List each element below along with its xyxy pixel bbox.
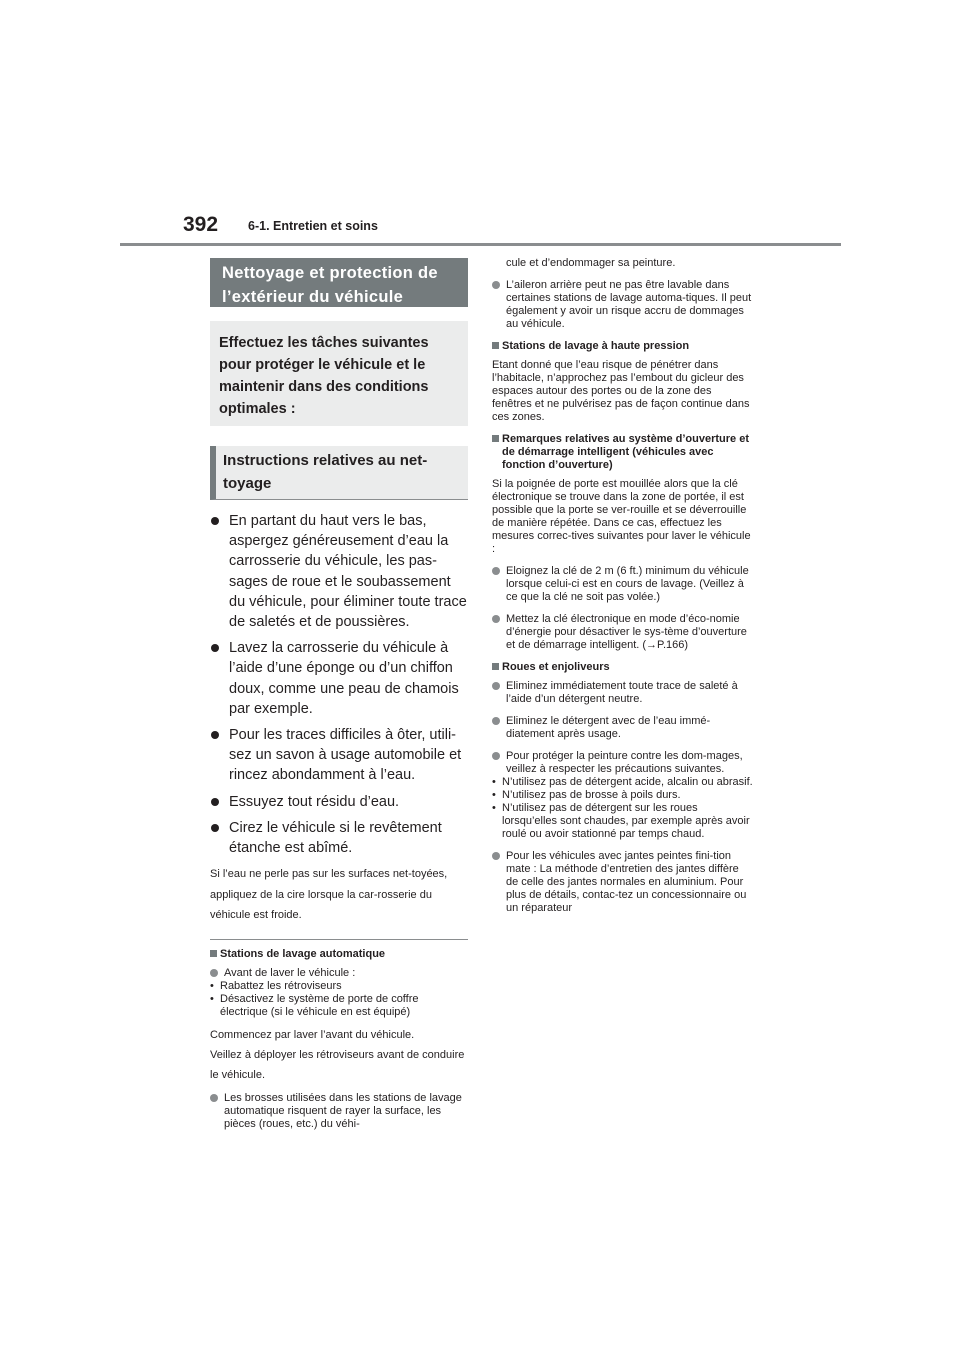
list-item: Pour les traces difficiles à ôter, utili-sez un savon à usage automobile et rincez abondamment à l’eau. [210,725,468,786]
circle-bullet-icon [492,752,500,760]
square-icon [210,950,217,957]
left-column [210,258,468,1137]
circle-bullet-icon [210,1094,218,1102]
smart-entry-text: Si la poignée de porte est mouillée alors que la clé électronique se trouve dans la zone de portée, il est possible que la porte se ver-rouille et se déverrouille de manière répétée. Dans ce cas, effectuez les mesures correc-tives suivantes pour laver le véhicule : [492,478,751,555]
wheels-item: Eliminez immédiatement toute trace de saleté à l’aide d’un détergent neutre. [492,680,754,706]
smart-entry-item: Mettez la clé électronique en mode d’éco-nomie d’énergie pour désactiver le sys-tème d’ouverture et de démarrage intelligent. (→P.166) [492,613,754,652]
wheels-item: Pour les véhicules avec jantes peintes fini-tion mate : La méthode d’entretien des jantes diffère de celle des jantes normales en aluminium. Pour plus de détails, contac-tez un concessionnaire ou un réparateur [492,850,754,915]
wheels-item: Pour protéger la peinture contre les dom-mages, veillez à respecter les précautions suivantes. [492,750,754,776]
section-title: 6-1. Entretien et soins [248,219,378,233]
high-pressure-heading: Stations de lavage à haute pression [492,340,754,353]
square-icon [492,342,499,349]
square-icon [492,663,499,670]
circle-bullet-icon [492,567,500,575]
list-item: • Désactivez le système de porte de coffre électrique (si le véhicule en est équipé) [210,993,468,1019]
circle-bullet-icon [492,682,500,690]
aileron-item: L’aileron arrière peut ne pas être lavable dans certaines stations de lavage automa-tiques. Il peut également y avoir un risque accru de dommages au véhicule. [492,279,754,331]
paragraph: Commencez par laver l’avant du véhicule. [210,1028,415,1041]
list-item: • N’utilisez pas de détergent sur les roues lorsqu’elles sont chaudes, par exemple après avoir roulé ou avoir stationné par temps chaud. [492,802,754,841]
circle-bullet-icon [492,615,500,623]
smart-entry-item: Eloignez la clé de 2 m (6 ft.) minimum du véhicule lorsque celui-ci est en cours de lavage. (Veillez à ce que la clé ne soit pas volée.) [492,565,754,604]
cleaning-instructions-list [210,511,468,858]
header-rule [120,243,841,246]
circle-bullet-icon [492,281,500,289]
smart-entry-heading: Remarques relatives au système d’ouverture et de démarrage intelligent (véhicules avec fonction d’ouverture) [492,433,754,472]
auto-wash-item: Les brosses utilisées dans les stations de lavage automatique risquent de rayer la surface, les pièces (roues, etc.) du véhi- [210,1092,468,1131]
list-item: • N’utilisez pas de brosse à poils durs. [492,789,754,802]
list-item: En partant du haut vers le bas, aspergez généreusement d’eau la carrosserie du véhicule, les pas-sages de roue et le soubassement du véhicule, pour éliminer toute trace de saletés et de poussières. [210,511,468,632]
square-icon [492,435,499,442]
right-column [492,258,754,921]
wheels-item: Eliminez le détergent avec de l’eau immé-diatement après usage. [492,715,754,741]
paragraph: Veillez à déployer les rétroviseurs avant de conduire le véhicule. [210,1048,465,1081]
bullet-icon [211,731,219,739]
auto-wash-heading: Stations de lavage automatique [210,948,468,961]
bullet-icon [211,798,219,806]
list-item: • N’utilisez pas de détergent acide, alcalin ou abrasif. [492,776,754,789]
list-item: Lavez la carrosserie du véhicule à l’aide d’une éponge ou d’un chiffon doux, comme une peau de chamois par exemple. [210,638,468,719]
separator-rule [210,939,468,940]
continued-text: cule et d’endommager sa peinture. [506,257,676,269]
bullet-icon [211,824,219,832]
wax-note: Si l’eau ne perle pas sur les surfaces net-toyées, appliquez de la cire lorsque la car-rosserie du véhicule est froide. [210,868,448,922]
circle-bullet-icon [210,969,218,977]
wheels-heading: Roues et enjoliveurs [492,661,754,674]
chapter-box-title: Nettoyage et protection de l’extérieur du véhicule [210,258,468,307]
circle-bullet-icon [492,852,500,860]
list-item: Essuyez tout résidu d’eau. [210,792,468,812]
bullet-icon [211,517,219,525]
auto-wash-sublist [210,980,468,1019]
list-item: • Rabattez les rétroviseurs [210,980,468,993]
page-number: 392 [183,213,219,236]
section-heading: Instructions relatives au net-toyage [210,446,468,500]
auto-wash-item: Avant de laver le véhicule : [210,967,468,980]
high-pressure-text: Etant donné que l’eau risque de pénétrer dans l’habitacle, n’approchez pas l’embout du gicleur des espaces autour des portes ou de la zone des fenêtres et ne pulvérisez pas de façon continue dans ces zones. [492,359,750,423]
bullet-icon [211,644,219,652]
intro-box: Effectuez les tâches suivantes pour protéger le véhicule et le maintenir dans des conditions optimales : [210,321,468,426]
list-item: Cirez le véhicule si le revêtement étanche est abîmé. [210,818,468,858]
circle-bullet-icon [492,717,500,725]
wheels-sublist [492,776,754,841]
